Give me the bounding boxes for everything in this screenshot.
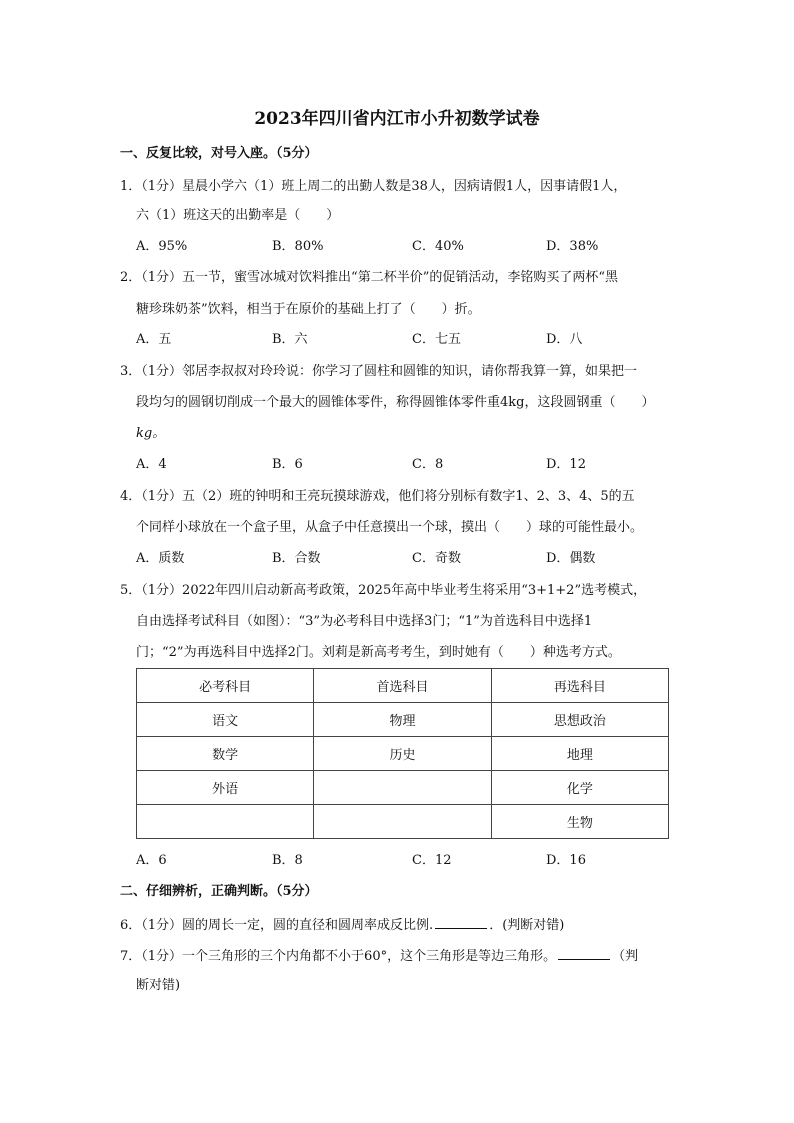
- table-row: [137, 703, 669, 737]
- question-2-text: 2．（1分）五一节，蜜雪冰城对饮料推出“第二杯半价”的促销活动，李铭购买了两杯“黑: [120, 270, 618, 285]
- question-7-tail: （判: [612, 949, 639, 964]
- table-cell: 物理: [314, 703, 491, 737]
- section-heading-1: 一、反复比较，对号入座。（5分）: [120, 146, 318, 161]
- table-cell: [314, 771, 491, 805]
- question-7: [120, 945, 638, 967]
- q4-option-d: D．偶数: [546, 551, 596, 566]
- q5-option-a: A．6: [136, 853, 167, 868]
- q4-option-c: C．奇数: [412, 551, 461, 566]
- table-cell: 历史: [314, 737, 491, 771]
- table-header-row: [137, 669, 669, 703]
- table-row: [137, 771, 669, 805]
- table-row: [137, 805, 669, 839]
- table-cell: 思想政治: [491, 703, 668, 737]
- table-cell: 外语: [137, 771, 314, 805]
- question-3-text: 3．（1分）邻居李叔叔对玲玲说：你学习了圆柱和圆锥的知识，请你帮我算一算，如果把一: [120, 364, 638, 379]
- subject-table: [136, 668, 669, 839]
- q1-option-b: B．80%: [272, 239, 324, 254]
- question-6: [120, 914, 564, 936]
- question-7-text-cont: 断对错): [136, 978, 181, 993]
- question-5-text-cont: 自由选择考试科目（如图）：“3”为必考科目中选择3门；“1”为首选科目中选择1: [136, 614, 593, 629]
- question-5-text-cont2: 门；“2”为再选科目中选择2门。刘莉是新高考考生，到时她有（ ）种选考方式。: [136, 645, 621, 660]
- table-cell: 生物: [491, 805, 668, 839]
- table-header-cell: 再选科目: [491, 669, 668, 703]
- q1-option-d: D．38%: [546, 239, 599, 254]
- q2-option-b: B．六: [272, 332, 308, 347]
- q5-option-d: D．16: [546, 853, 586, 868]
- q3-option-c: C．8: [412, 457, 444, 472]
- question-7-text: 7．（1分）一个三角形的三个内角都不小于60°，这个三角形是等边三角形。: [120, 949, 557, 964]
- question-3-unit: kg。: [136, 426, 166, 441]
- table-cell: 化学: [491, 771, 668, 805]
- q1-option-a: A．95%: [136, 239, 188, 254]
- question-6-tail: ．(判断对错): [489, 918, 565, 933]
- q2-option-c: C．七五: [412, 332, 461, 347]
- q3-option-a: A．4: [136, 457, 167, 472]
- question-6-text: 6．（1分）圆的周长一定，圆的直径和圆周率成反比例.: [120, 918, 434, 933]
- table-header-cell: 必考科目: [137, 669, 314, 703]
- question-5-text: 5．（1分）2022年四川启动新高考政策，2025年高中毕业考生将采用“3+1+2”选考模式，: [120, 583, 647, 598]
- q3-option-d: D．12: [546, 457, 586, 472]
- table-cell: [137, 805, 314, 839]
- table-row: [137, 737, 669, 771]
- answer-blank[interactable]: [435, 914, 487, 929]
- table-header-cell: 首选科目: [314, 669, 491, 703]
- q1-option-c: C．40%: [412, 239, 464, 254]
- table-cell: 语文: [137, 703, 314, 737]
- q3-option-b: B．6: [272, 457, 303, 472]
- answer-blank[interactable]: [558, 945, 610, 960]
- q2-option-a: A．五: [136, 332, 172, 347]
- q5-option-b: B．8: [272, 853, 303, 868]
- question-3-text-cont: 段均匀的圆钢切削成一个最大的圆锥体零件，称得圆锥体零件重4kg，这段圆钢重（ ）: [136, 395, 655, 410]
- section-heading-2: 二、仔细辨析，正确判断。（5分）: [120, 884, 318, 899]
- question-1-text-cont: 六（1）班这天的出勤率是（ ）: [136, 208, 340, 223]
- table-cell: 数学: [137, 737, 314, 771]
- table-cell: [314, 805, 491, 839]
- question-4-text-cont: 个同样小球放在一个盒子里，从盒子中任意摸出一个球，摸出（ ）球的可能性最小。: [136, 520, 644, 535]
- table-cell: 地理: [491, 737, 668, 771]
- q4-option-a: A．质数: [136, 551, 185, 566]
- q5-option-c: C．12: [412, 853, 452, 868]
- q2-option-d: D．八: [546, 332, 583, 347]
- question-2-text-cont: 糖珍珠奶茶”饮料，相当于在原价的基础上打了（ ）折。: [136, 302, 481, 317]
- question-4-text: 4．（1分）五（2）班的钟明和王亮玩摸球游戏，他们将分别标有数字1、2、3、4、5的五: [120, 489, 635, 504]
- question-1-text: 1．（1分）星晨小学六（1）班上周二的出勤人数是38人，因病请假1人，因事请假1人，: [120, 179, 627, 194]
- page-title: 2023年四川省内江市小升初数学试卷: [254, 109, 540, 129]
- q4-option-b: B．合数: [272, 551, 321, 566]
